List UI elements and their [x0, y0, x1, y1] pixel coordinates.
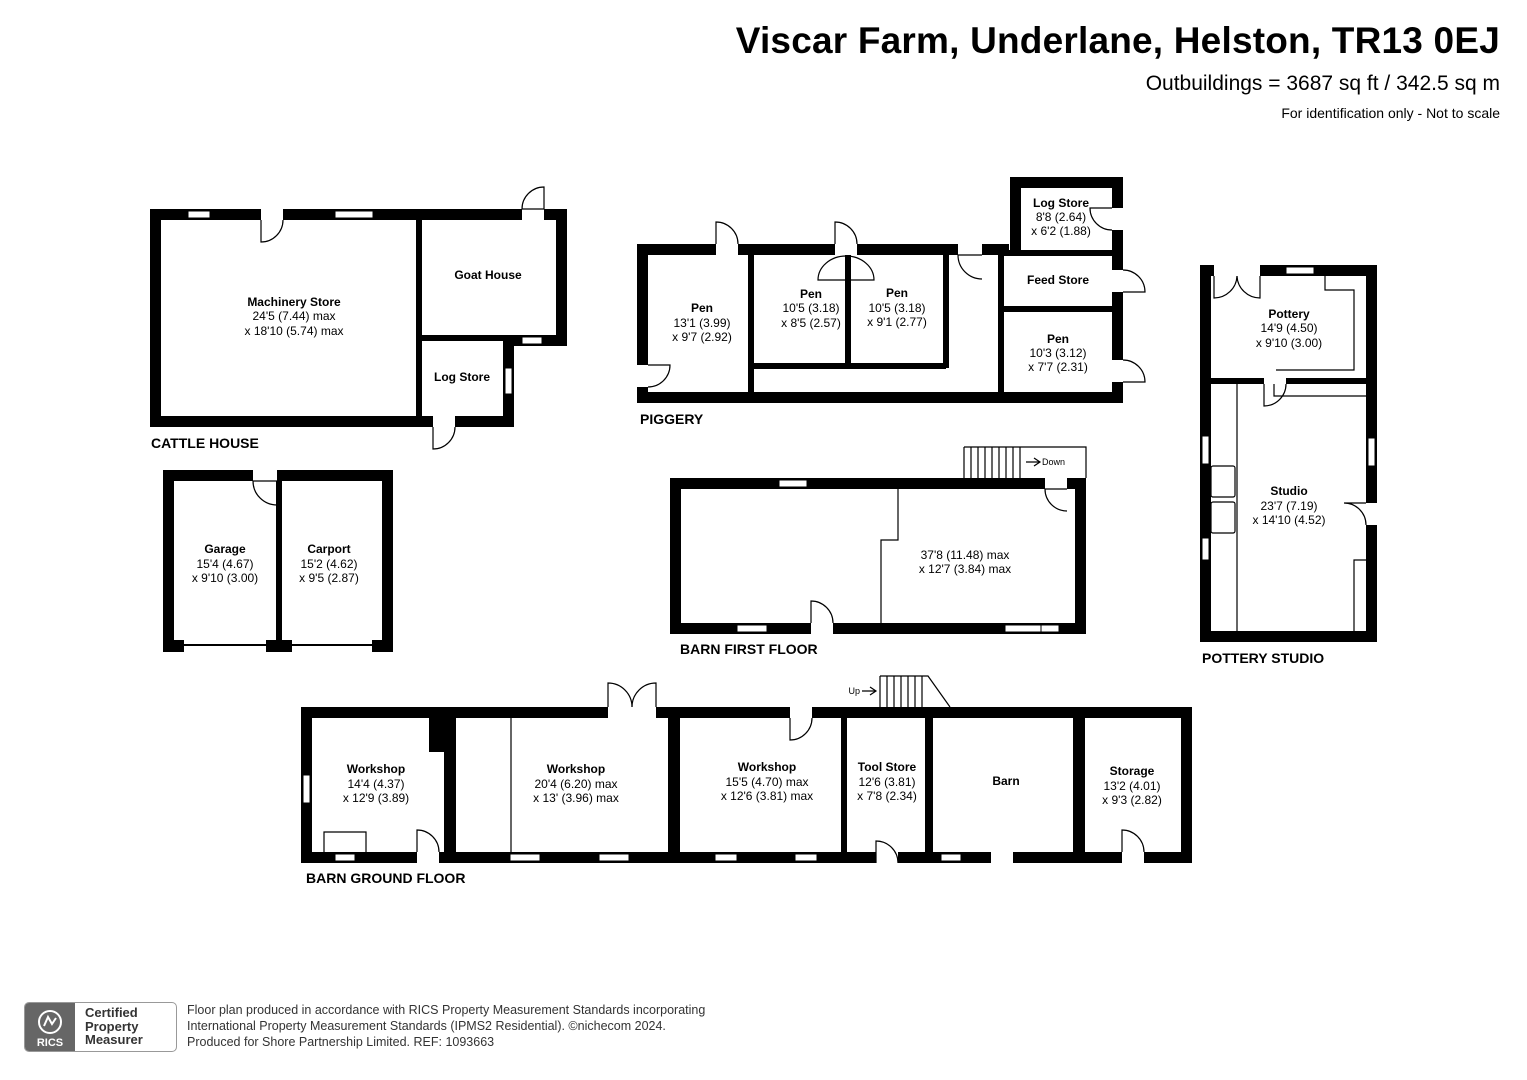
room-dimensions: 15'4 (4.67): [196, 557, 254, 571]
wall: [1200, 631, 1377, 642]
door-swing: [811, 601, 833, 623]
room-dimensions: x 9'10 (3.00): [1255, 336, 1323, 350]
room-name: Workshop: [546, 762, 606, 776]
building-label: CATTLE HOUSE: [151, 435, 259, 451]
wall: [1010, 177, 1123, 188]
door-swing: [958, 255, 982, 279]
door-swing: [1123, 270, 1145, 292]
wall: [1181, 707, 1192, 863]
window: [510, 854, 540, 861]
building-label: POTTERY STUDIO: [1202, 650, 1325, 666]
door-opening: [253, 470, 277, 481]
room-name: Pen: [799, 287, 823, 301]
wall: [556, 209, 567, 341]
room-name: Feed Store: [1026, 273, 1090, 287]
wall: [444, 707, 456, 863]
room-dimensions: x 13' (3.96) max: [533, 791, 619, 805]
door-swing: [1123, 360, 1145, 382]
door-swing: [253, 481, 277, 505]
window: [1202, 538, 1209, 560]
wall: [1004, 250, 1114, 256]
door-swing: [632, 683, 656, 707]
badge-line: Measurer: [85, 1032, 143, 1047]
wall: [382, 470, 393, 652]
building-label: BARN FIRST FLOOR: [680, 641, 818, 657]
wall: [943, 255, 949, 368]
wall: [1010, 177, 1021, 255]
rics-logo-text: RICS: [36, 1037, 64, 1049]
door-opening: [261, 209, 283, 220]
stove: [324, 832, 366, 852]
room-dimensions: x 9'3 (2.82): [1102, 793, 1162, 807]
window: [335, 211, 373, 218]
door-opening: [1112, 270, 1123, 292]
window: [1005, 625, 1041, 632]
stairs-label: Up: [848, 686, 860, 696]
door-swing: [261, 220, 283, 242]
door-swing: [608, 683, 632, 707]
window: [795, 854, 817, 861]
room-name: Pen: [885, 286, 909, 300]
door-opening: [1112, 208, 1123, 230]
wall: [1211, 378, 1366, 384]
room-dimensions: x 7'7 (2.31): [1028, 360, 1088, 374]
certified-measurer-text: [85, 1006, 143, 1047]
door-opening: [790, 707, 812, 718]
window: [715, 854, 737, 861]
window: [303, 775, 310, 803]
room-name: Pottery: [1268, 307, 1310, 321]
wall: [845, 255, 851, 365]
room-dimensions: x 8'5 (2.57): [781, 316, 841, 330]
room-dimensions: x 9'1 (2.77): [867, 315, 927, 329]
room-dimensions: x 9'5 (2.87): [299, 571, 359, 585]
door-opening: [1264, 378, 1286, 384]
room-name: Workshop: [737, 760, 797, 774]
door-opening: [958, 244, 982, 255]
room-name: Log Store: [434, 370, 490, 384]
footer-line: Floor plan produced in accordance with RICS Property Measurement Standards incorporating: [187, 1003, 706, 1017]
room-dimensions: x 6'2 (1.88): [1031, 224, 1091, 238]
door-opening: [876, 852, 898, 863]
window: [941, 854, 961, 861]
door-swing: [417, 830, 439, 852]
door-opening: [522, 209, 544, 220]
room-dimensions: 37'8 (11.48) max: [920, 548, 1010, 562]
door-opening: [1112, 360, 1123, 382]
window: [779, 480, 807, 487]
door-opening: [1122, 852, 1144, 863]
wall: [668, 707, 680, 863]
stairs-treads: [880, 676, 950, 707]
room-dimensions: 13'2 (4.01): [1103, 779, 1161, 793]
room-dimensions: x 9'10 (3.00): [191, 571, 259, 585]
wall: [670, 478, 681, 634]
door-opening: [433, 416, 455, 427]
door-swing: [1344, 503, 1366, 525]
building-label: PIGGERY: [640, 411, 704, 427]
room-name: Pen: [1046, 332, 1070, 346]
room-dimensions: 23'7 (7.19): [1260, 499, 1318, 513]
door-opening: [608, 707, 656, 718]
room-dimensions: x 12'9 (3.89): [342, 791, 410, 805]
door-swing: [1045, 489, 1067, 511]
room-name: Goat House: [454, 268, 522, 282]
room-dimensions: 15'5 (4.70) max: [725, 775, 809, 789]
room-name: Barn: [992, 774, 1020, 788]
room-name: Carport: [307, 542, 351, 556]
page-title: Viscar Farm, Underlane, Helston, TR13 0EJ: [735, 20, 1500, 61]
footer-line: Produced for Shore Partnership Limited. REF: 1093663: [187, 1035, 495, 1049]
door-swing: [433, 427, 455, 449]
wall: [925, 707, 933, 863]
building-label: BARN GROUND FLOOR: [306, 870, 466, 886]
room-name: Garage: [204, 542, 246, 556]
wall: [416, 209, 422, 427]
stairs-treads: [964, 447, 1020, 478]
area-summary: Outbuildings = 3687 sq ft / 342.5 sq m: [1145, 72, 1500, 95]
footer-line: International Property Measurement Standards (IPMS2 Residential). ©nichecom 2024.: [187, 1019, 666, 1033]
window: [505, 368, 512, 394]
door-swing: [790, 718, 812, 740]
sink-icon: [1211, 502, 1235, 533]
room-dimensions: 13'1 (3.99): [673, 316, 731, 330]
wall: [1075, 478, 1086, 634]
door-swing: [1264, 384, 1286, 406]
room-dimensions: x 12'6 (3.81) max: [720, 789, 814, 803]
wall: [301, 707, 1192, 718]
wall: [841, 707, 847, 863]
door-swing: [716, 222, 738, 244]
door-opening: [835, 244, 857, 255]
room-dimensions: 8'8 (2.64): [1035, 210, 1087, 224]
window: [599, 854, 629, 861]
door-opening: [637, 365, 648, 387]
footer-disclaimer: [187, 1002, 705, 1050]
badge-line: Property: [85, 1018, 139, 1034]
door-opening: [1214, 265, 1260, 276]
room-dimensions: 12'6 (3.81): [858, 775, 916, 789]
door-opening: [716, 244, 738, 255]
counter-line: [1354, 560, 1366, 631]
counter-line: [1274, 384, 1366, 396]
room-name: Pen: [690, 301, 714, 315]
door-swing: [1237, 276, 1260, 298]
room-name: Log Store: [1033, 196, 1089, 210]
room-dimensions: 10'3 (3.12): [1029, 346, 1087, 360]
door-opening: [417, 852, 439, 863]
wall: [748, 255, 754, 393]
room-dimensions: x 18'10 (5.74) max: [244, 324, 344, 338]
room-dimensions: 20'4 (6.20) max: [534, 777, 618, 791]
window: [188, 211, 210, 218]
wall: [670, 478, 1086, 489]
sink-icon: [1211, 466, 1235, 497]
window: [1202, 436, 1209, 464]
badge-line: Certified: [85, 1005, 138, 1020]
room-dimensions: 24'5 (7.44) max: [252, 309, 336, 323]
window: [737, 625, 767, 632]
window: [1368, 438, 1375, 466]
window: [1286, 267, 1314, 274]
wall: [637, 244, 1009, 255]
wall: [163, 470, 174, 652]
room-name: Tool Store: [857, 760, 917, 774]
room-dimensions: 10'5 (3.18): [868, 301, 926, 315]
stairs-arrow: [1026, 458, 1040, 466]
room-name: Machinery Store: [247, 295, 341, 309]
room-name: Studio: [1270, 484, 1308, 498]
rics-emblem-icon: [25, 1003, 75, 1051]
wall: [637, 392, 1122, 403]
door-opening: [1045, 478, 1067, 489]
room-dimensions: x 9'7 (2.92): [672, 330, 732, 344]
room-dimensions: x 7'8 (2.34): [857, 789, 917, 803]
wall: [1073, 707, 1085, 863]
wall: [276, 481, 282, 652]
room-name: Workshop: [346, 762, 406, 776]
wall: [174, 644, 382, 646]
room-dimensions: x 12'7 (3.84) max: [918, 562, 1012, 576]
room-dimensions: 14'9 (4.50): [1260, 321, 1318, 335]
chimney: [429, 718, 444, 752]
room-dimensions: 10'5 (3.18): [782, 301, 840, 315]
door-opening: [811, 623, 833, 634]
window: [522, 337, 542, 344]
scale-note: For identification only - Not to scale: [1281, 105, 1500, 121]
rics-certified-badge: [24, 1002, 177, 1052]
stairs-label: Down: [1042, 457, 1066, 467]
door-swing: [648, 365, 670, 387]
wall: [163, 470, 393, 481]
door-swing: [1090, 208, 1112, 230]
room-dimensions: 15'2 (4.62): [300, 557, 358, 571]
room-dimensions: 14'4 (4.37): [347, 777, 405, 791]
wall: [998, 244, 1004, 393]
door-swing: [1214, 276, 1237, 298]
stairs-outline: [964, 447, 1086, 478]
wall: [1004, 306, 1114, 312]
wall: [150, 209, 161, 427]
window: [335, 854, 355, 861]
room-name: Storage: [1109, 764, 1155, 778]
door-opening: [991, 852, 1013, 863]
door-swing: [522, 187, 544, 209]
door-opening: [1366, 503, 1377, 525]
partition-line: [881, 489, 898, 623]
room-dimensions: x 14'10 (4.52): [1252, 513, 1326, 527]
wall: [150, 416, 420, 427]
door-swing: [835, 222, 857, 244]
rics-logo: [25, 1003, 75, 1051]
stairs-arrow: [862, 687, 876, 695]
door-swing: [1122, 830, 1144, 852]
